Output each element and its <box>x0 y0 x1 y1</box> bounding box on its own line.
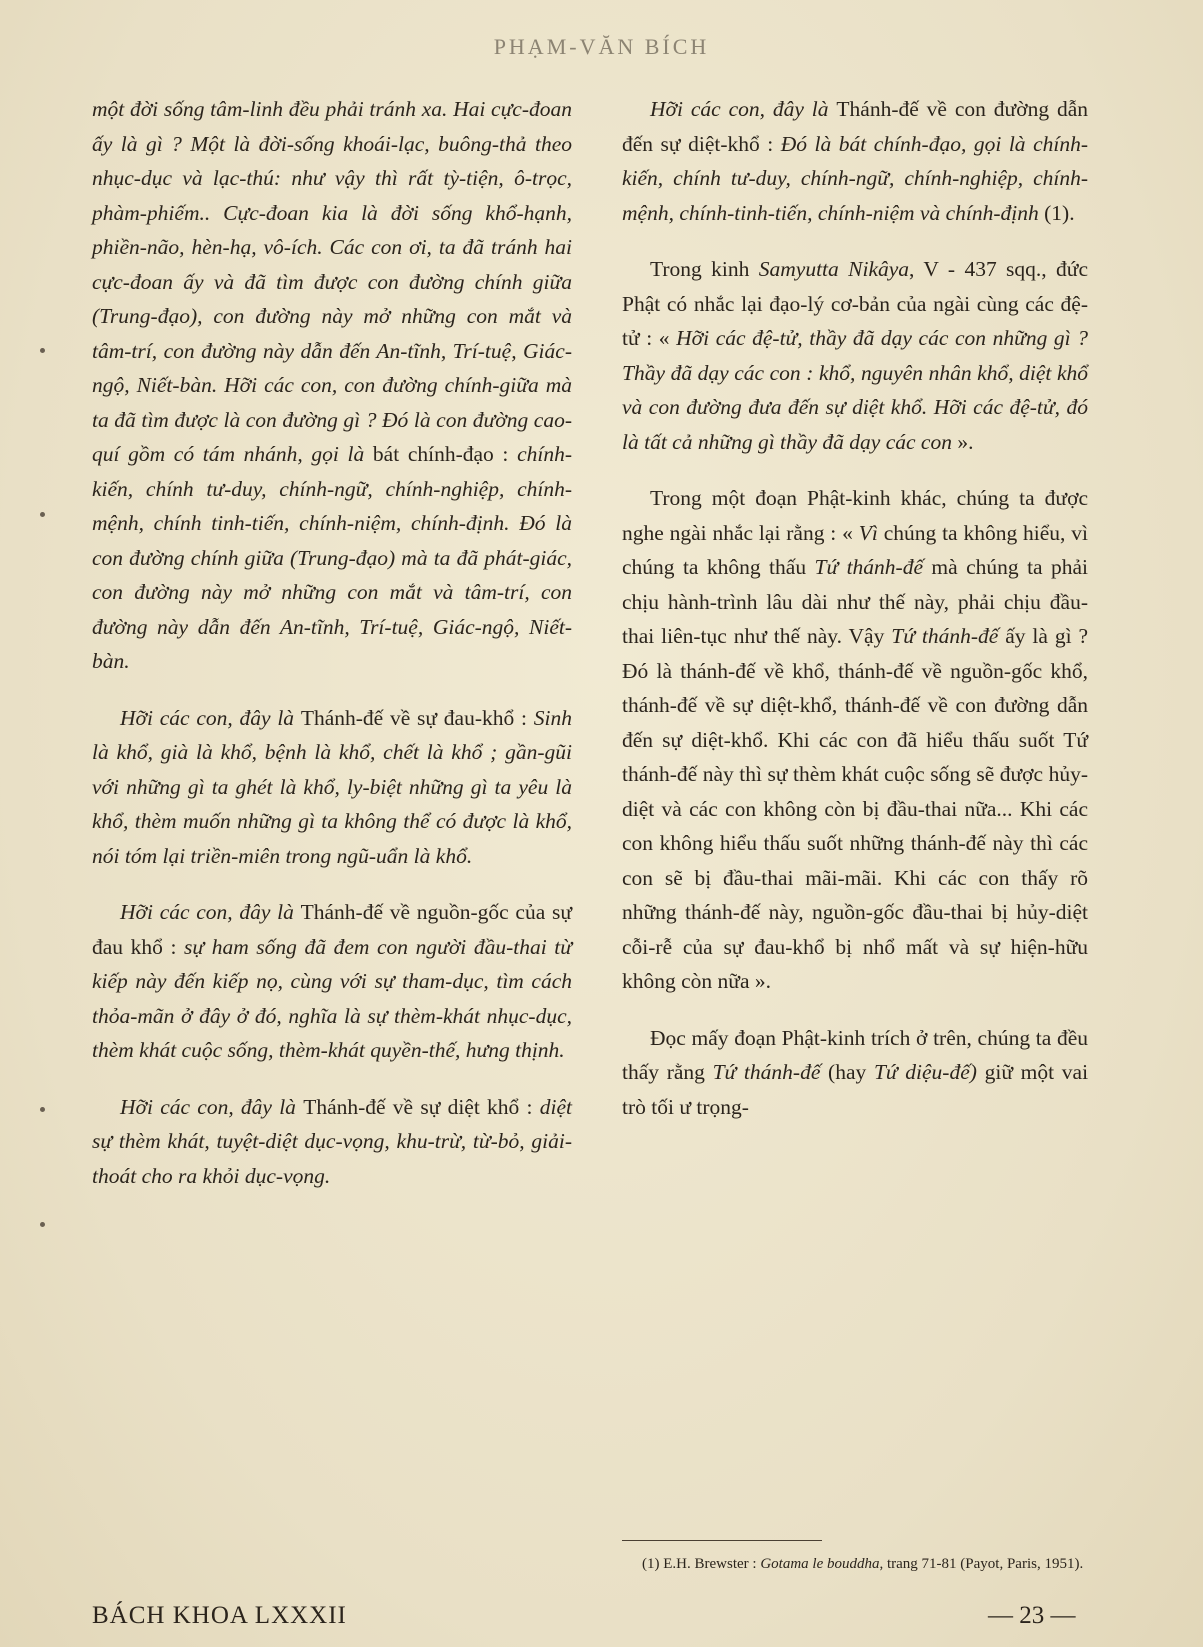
paragraph <box>622 92 1088 230</box>
paragraph <box>622 1021 1088 1125</box>
text-run: Tứ diệu-đế) <box>873 1060 977 1084</box>
text-run: (hay <box>820 1060 874 1084</box>
text-run: Hỡi các con, đây là <box>650 97 837 121</box>
text-run: ». <box>951 429 974 454</box>
text-run: (1) E.H. Brewster : <box>642 1556 761 1572</box>
footnote-divider <box>622 1540 822 1541</box>
left-column <box>92 92 572 1215</box>
text-run: Đó là bát chính-đạo, gọi là chính-kiến, chính tư-duy, chính-ngữ, chính-nghiệp, chính-mệnh, chính-tinh-tiến, chính-niệm và chính-định <box>622 131 1088 225</box>
text-run: Gotama le bouddha <box>760 1556 880 1572</box>
text-run: Hỡi các con, đây là <box>120 1094 304 1119</box>
text-run: (1). <box>1044 200 1075 225</box>
text-run: giữ một vai trò tối ư trọng- <box>622 1060 1089 1119</box>
text-run: Tứ thánh-đế <box>814 555 924 579</box>
text-run: Hỡi các đệ-tử, thầy đã dạy các con những gì ? Thầy đã dạy các con : khổ, nguyên nhân khổ, diệt khổ và con đường đưa đến sự diệt khổ. Hỡi các đệ-tử, đó là tất cả những gì thầy đã dạy các con <box>622 326 1088 454</box>
text-run: Trong kinh <box>650 257 759 281</box>
text-run: ấy là gì ? Đó là thánh-đế về khổ, thánh-đế về nguồn-gốc khổ, thánh-đế về sự diệt-khổ, thánh-đế về con đường dẫn đến sự diệt-khổ. Khi các con đã hiểu thấu suốt Tứ thánh-đế này thì sự thèm khát cuộc sống sẽ được hủy-diệt và các con không còn bị đầu-thai nữa... Khi các con không hiểu thấu suốt những thánh-đế này thì các con sẽ bị đầu-thai mãi-mãi. Khi các con thấy rõ những thánh-đế này, nguồn-gốc đầu-thai bị hủy-diệt cỗi-rễ của sự đau-khổ bị nhổ mất và sự hiện-hữu không còn nữa ». <box>622 624 1089 993</box>
text-run: chính-kiến, chính tư-duy, chính-ngữ, chính-nghiệp, chính-mệnh, chính tinh-tiến, chính-niệm, chính-định. Đó là con đường chính giữa (Trung-đạo) mà ta đã phát-giác, con đường này mở những con mắt và tâm-trí, con đường này dẫn đến An-tĩnh, Trí-tuệ, Giác-ngộ, Niết-bàn. <box>92 442 572 673</box>
footnote <box>622 1552 1088 1576</box>
text-run: một đời sống tâm-linh đều phải tránh xa. Hai cực-đoan ấy là gì ? Một là đời-sống khoái-lạc, buông-thả theo nhục-dục và lạc-thú: như vậy thì rất tỳ-tiện, ô-trọc, phàm-phiếm.. Cực-đoan kia là đời sống khổ-hạnh, phiền-não, hèn-hạ, vô-ích. Các con ơi, ta đã tránh hai cực-đoan ấy và đã tìm được con đường chính giữa (Trung-đạo), con đường này mở những con mắt và tâm-trí, con đường này dẫn đến An-tĩnh, Trí-tuệ, Giác-ngộ, Niết-bàn. Hỡi các con, con đường chính-giữa mà ta đã tìm được là con đường gì ? Đó là con đường cao-quí gồm có tám nhánh, gọi là <box>92 97 572 466</box>
text-run: Hỡi các con, đây là <box>120 900 301 924</box>
binding-hole-mark <box>40 1222 45 1227</box>
text-run: Samyutta Nikâya <box>758 257 910 281</box>
paragraph <box>92 701 572 874</box>
text-run: Thánh-đế về sự diệt khổ : <box>303 1094 540 1119</box>
text-run: Đọc mấy đoạn Phật-kinh trích ở trên, chúng ta đều thấy rằng <box>622 1025 1088 1084</box>
text-run: Sinh là khổ, già là khổ, bệnh là khổ, chết là khổ ; gần-gũi với những gì ta ghét là khổ, ly-biệt những gì ta yêu là khổ, thèm muốn những gì ta không thể có được là khổ, nói tóm lại triền-miên trong ngũ-uẩn là khổ. <box>92 705 572 868</box>
binding-hole-mark <box>40 348 45 353</box>
text-run: Thánh-đế về con đường dẫn đến sự diệt-khổ : <box>622 97 1088 156</box>
text-run: Thánh-đế về sự đau-khổ : <box>300 705 534 730</box>
right-column <box>622 92 1088 1146</box>
binding-hole-mark <box>40 1107 45 1112</box>
text-run: mà chúng ta phải chịu hành-trình lâu dài như thế này, phải chịu đầu-thai liên-tục như thế này. Vậy <box>622 555 1089 648</box>
running-header: PHẠM-VĂN BÍCH <box>493 34 710 59</box>
text-run: Tứ thánh-đế <box>891 624 999 648</box>
paragraph <box>92 92 572 679</box>
paragraph <box>622 481 1088 999</box>
text-run: Thánh-đế về nguồn-gốc của sự đau khổ : <box>92 900 572 959</box>
page-number: — 23 — <box>988 1602 1076 1629</box>
text-run: bát chính-đạo : <box>372 442 518 466</box>
text-run: sự ham sống đã đem con người đầu-thai từ kiếp này đến kiếp nọ, cùng với sự tham-dục, tìm cách thỏa-mãn ở đây ở đó, nghĩa là sự thèm-khát nhục-dục, thèm khát cuộc sống, thèm-khát quyền-thế, hưng thịnh. <box>92 934 572 1062</box>
text-run: Hỡi các con, đây là <box>120 705 301 730</box>
text-run: , V - 437 sqq., đức Phật có nhắc lại đạo-lý cơ-bản của ngài cùng các đệ-tử : « <box>622 257 1088 350</box>
text-run: Tứ thánh-đế <box>712 1060 821 1084</box>
publication-footer: BÁCH KHOA LXXXII <box>92 1602 347 1629</box>
text-run: , trang 71-81 (Payot, Paris, 1951). <box>879 1556 1084 1572</box>
text-run: Vì <box>858 520 878 545</box>
text-run: chúng ta không hiểu, vì chúng ta không thấu <box>622 520 1088 579</box>
text-run: diệt sự thèm khát, tuyệt-diệt dục-vọng, khu-trừ, từ-bỏ, giải-thoát cho ra khỏi dục-vọng. <box>92 1094 573 1188</box>
text-run: Trong một đoạn Phật-kinh khác, chúng ta được nghe ngài nhắc lại rằng : « <box>622 486 1088 545</box>
paragraph <box>92 1090 572 1194</box>
paragraph <box>92 895 572 1068</box>
binding-hole-mark <box>40 512 45 517</box>
paragraph <box>622 252 1088 459</box>
